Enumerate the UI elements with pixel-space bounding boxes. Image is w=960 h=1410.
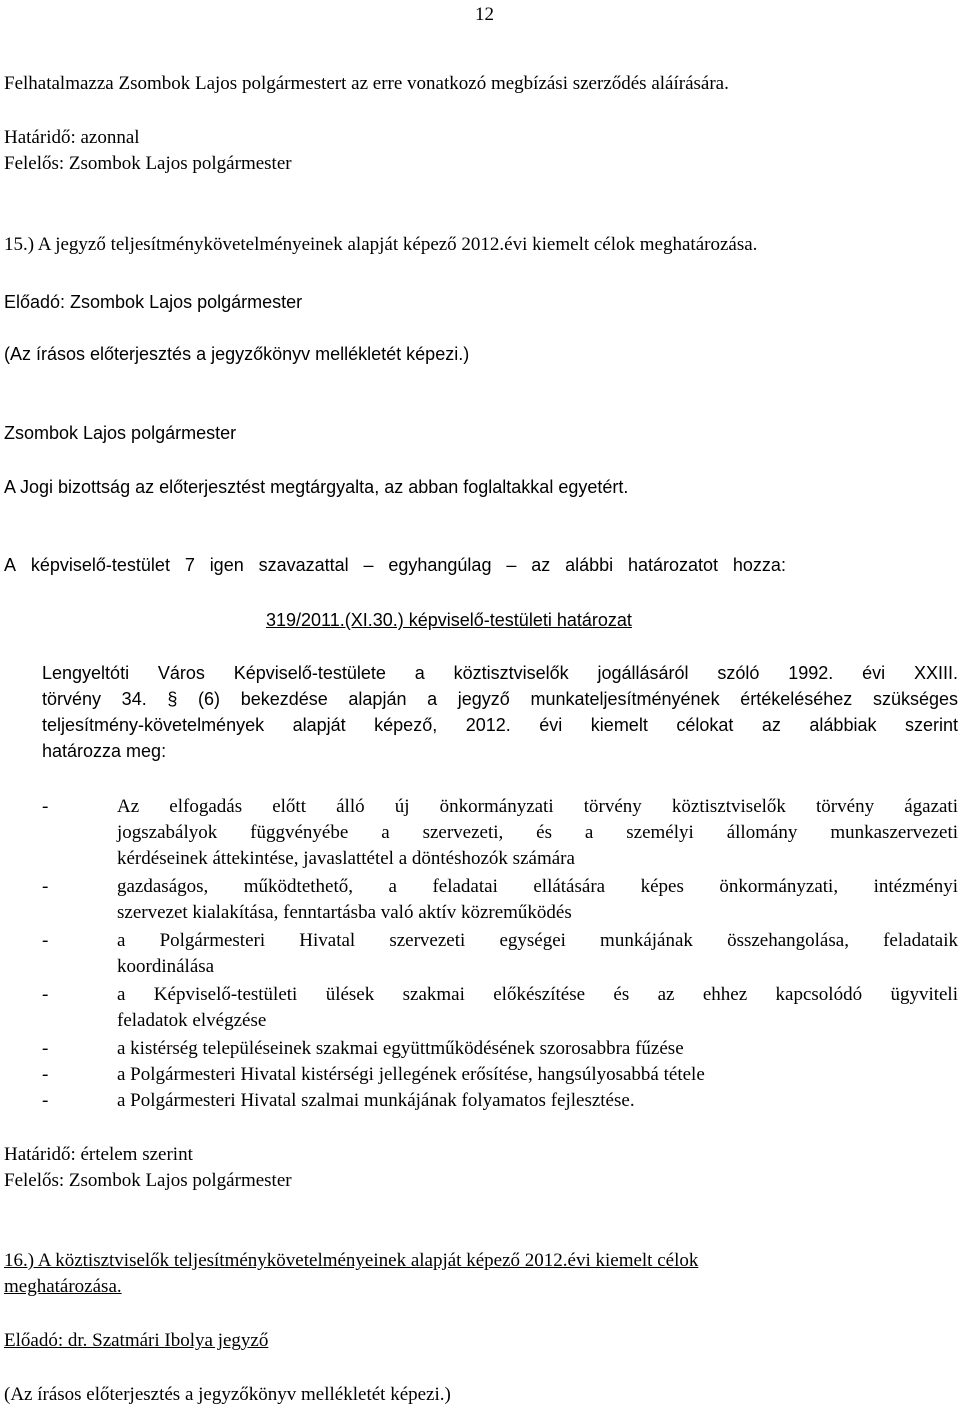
page-number: 12 xyxy=(475,4,494,25)
vote-word: igen xyxy=(209,555,244,575)
bullet-line: a Polgármesteri Hivatal szalmai munkájának folyamatos fejlesztése. xyxy=(117,1090,635,1111)
resolution-line: törvény 34. § (6) bekezdése alapján a jegyző munkateljesítményének értékeléséhez szükséges xyxy=(42,689,958,709)
resolution-line: Lengyeltóti Város Képviselő-testülete a köztisztviselők jogállásáról szóló 1992. évi XXIII. xyxy=(42,663,958,683)
bullet-dash: - xyxy=(42,930,49,951)
bullet-line: kérdéseinek áttekintése, javaslattétel a döntéshozók számára xyxy=(117,848,575,869)
bullet-line: Az elfogadás előtt álló új önkormányzati törvény köztisztviselők törvény ágazati xyxy=(117,796,958,817)
vote-word: A xyxy=(4,555,17,575)
responsible-line: Felelős: Zsombok Lajos polgármester xyxy=(4,153,292,174)
bullet-line: a kistérség településeinek szakmai együttműködésének szorosabbra fűzése xyxy=(117,1038,684,1059)
vote-word: egyhangúlag xyxy=(388,555,492,575)
bullet-line: jogszabályok függvényébe a szervezeti, és a személyi állomány munkaszervezeti xyxy=(117,822,958,843)
committee-statement: A Jogi bizottság az előterjesztést megtárgyalta, az abban foglaltakkal egyetért. xyxy=(4,477,629,497)
agenda-item-16-title: 16.) A köztisztviselők teljesítménykövetelményeinek alapját képező 2012.évi kiemelt célok xyxy=(4,1250,699,1271)
agenda-item-16-note: (Az írásos előterjesztés a jegyzőkönyv mellékletét képezi.) xyxy=(4,1384,451,1405)
bullet-line: koordinálása xyxy=(117,956,215,977)
agenda-item-16-title-cont: meghatározása. xyxy=(4,1276,122,1297)
bullet-line: feladatok elvégzése xyxy=(117,1010,267,1031)
agenda-item-15-title: 15.) A jegyző teljesítménykövetelményeinek alapját képező 2012.évi kiemelt célok meghatározása. xyxy=(4,234,758,255)
bullet-line: a Polgármesteri Hivatal szervezeti egységei munkájának összehangolása, feladataik xyxy=(117,930,958,951)
bullet-dash: - xyxy=(42,1038,49,1059)
agenda-item-15-note: (Az írásos előterjesztés a jegyzőkönyv mellékletét képezi.) xyxy=(4,344,470,364)
resolution-line: határozza meg: xyxy=(42,741,167,761)
bullet-line: gazdaságos, működtethető, a feladatai ellátására képes önkormányzati, intézményi xyxy=(117,876,958,897)
deadline-line: Határidő: értelem szerint xyxy=(4,1144,193,1165)
vote-word: alábbi xyxy=(565,555,614,575)
vote-word: – xyxy=(363,555,374,575)
bullet-line: a Polgármesteri Hivatal kistérségi jellegének erősítése, hangsúlyosabbá tétele xyxy=(117,1064,705,1085)
vote-word: 7 xyxy=(184,555,195,575)
responsible-line: Felelős: Zsombok Lajos polgármester xyxy=(4,1170,292,1191)
deadline-line: Határidő: azonnal xyxy=(4,127,140,148)
authorization-paragraph: Felhatalmazza Zsombok Lajos polgármestert az erre vonatkozó megbízási szerződés aláírására. xyxy=(4,73,729,94)
bullet-dash: - xyxy=(42,984,49,1005)
bullet-dash: - xyxy=(42,1090,49,1111)
vote-word: az xyxy=(531,555,551,575)
bullet-dash: - xyxy=(42,1064,49,1085)
bullet-dash: - xyxy=(42,876,49,897)
bullet-line: szervezet kialakítása, fenntartásba való aktív közreműködés xyxy=(117,902,572,923)
resolution-title: 319/2011.(XI.30.) képviselő-testületi határozat xyxy=(266,610,632,630)
agenda-item-15-presenter: Előadó: Zsombok Lajos polgármester xyxy=(4,292,303,312)
bullet-dash: - xyxy=(42,796,49,817)
bullet-line: a Képviselő-testületi ülések szakmai előkészítése és az ehhez kapcsolódó ügyviteli xyxy=(117,984,958,1005)
vote-word: szavazattal xyxy=(258,555,349,575)
vote-word: képviselő-testület xyxy=(30,555,170,575)
speaker-name: Zsombok Lajos polgármester xyxy=(4,423,237,443)
vote-word: határozatot xyxy=(627,555,719,575)
vote-word: – xyxy=(506,555,517,575)
resolution-line: teljesítmény-követelmények alapját képező, 2012. évi kiemelt célokat az alábbiak szerint xyxy=(42,715,958,735)
vote-statement xyxy=(4,552,786,578)
vote-word: hozza: xyxy=(732,555,786,575)
agenda-item-16-presenter: Előadó: dr. Szatmári Ibolya jegyző xyxy=(4,1330,269,1351)
